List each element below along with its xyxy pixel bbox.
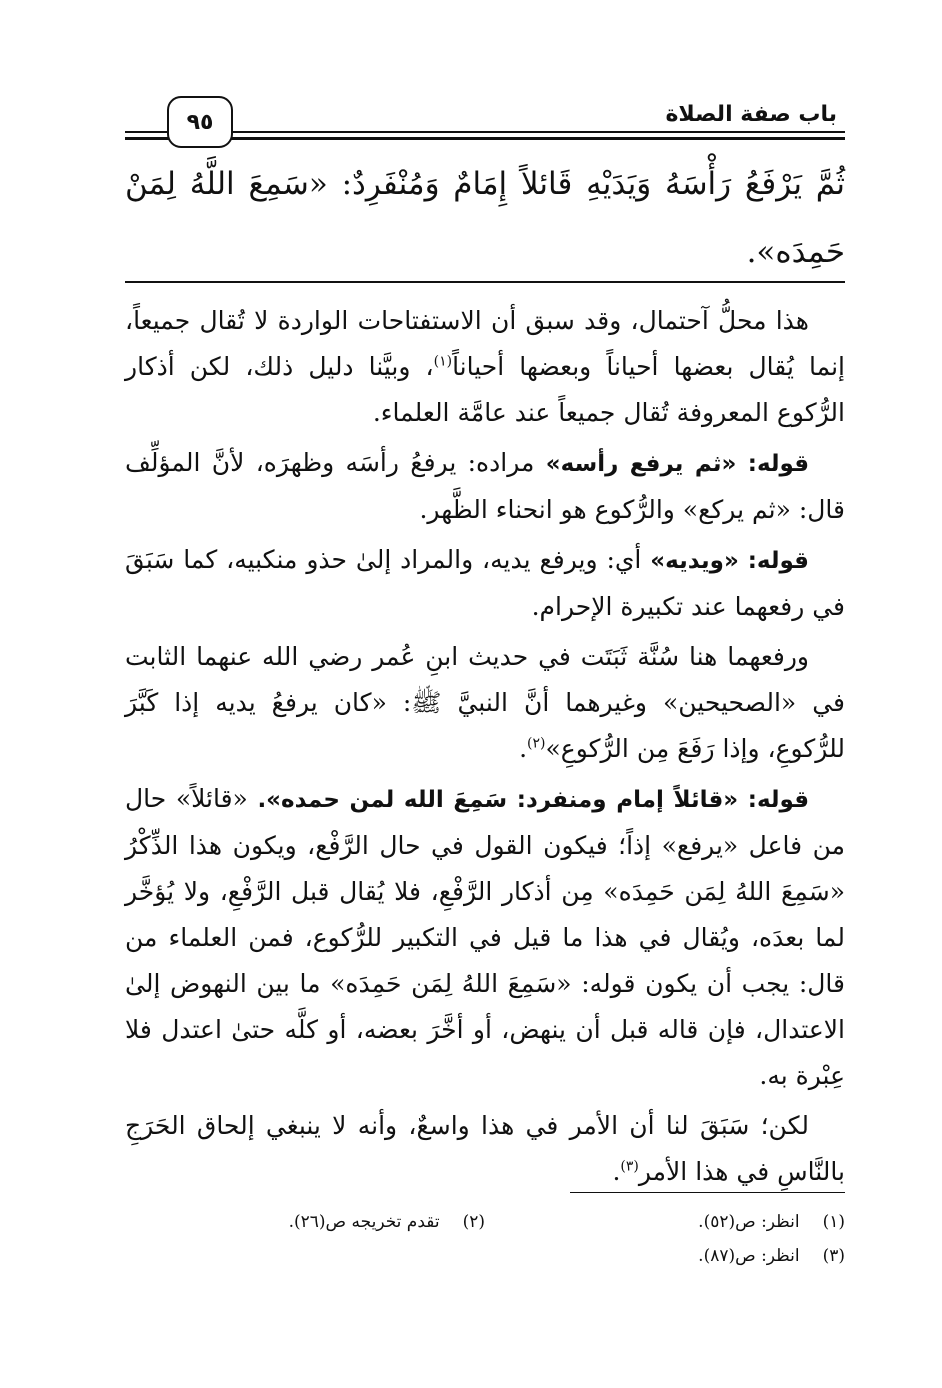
paragraph-text: . [519,734,528,763]
paragraph [125,440,845,533]
lead-label: قوله: [747,787,810,813]
paragraph-text: . [612,1157,621,1186]
paragraph-text: مراده: يرفعُ رأسَه وظهرَه، لأنَّ المؤلِّف قال: «ثم يركع» والرُّكوع هو انحناء الظَّهر. [125,448,845,524]
paragraph-text: ورفعهما هنا سُنَّة ثَبَتَت في حديث ابنِ عُمر رضي الله عنهما الثابت في «الصحيحين» وغيرهما أنَّ النبيَّ ﷺ: «كان يرفعُ يديه إذا كَبَّرَ للرُّكوعِ، وإذا رَفَعَ مِن الرُّكوعِ» [125,642,845,763]
footnote-number: (٢) [462,1212,485,1232]
footnote-text: انظر: ص(٥٢). [698,1212,800,1232]
footnote-text: انظر: ص(٨٧). [698,1246,800,1266]
footnote-row [125,1239,845,1273]
header-rule-thin [125,131,845,133]
commentary-body [125,298,845,1199]
footnote-ref[interactable]: (٣) [620,1158,639,1175]
footnote-ref[interactable]: (٢) [527,735,546,752]
paragraph-text: «قائلاً» حال من فاعل «يرفع» إذاً؛ فيكون القول في حال الرَّفْع، ويكون هذا الذِّكْرُ «سَمِعَ اللهُ لِمَن حَمِدَه» مِن أذكار الرَّفْعِ، فلا يُقال قبل الرَّفْعِ، ولا يُؤخَّر لما بعدَه، ويُقال في هذا ما قيل في التكبير للرُّكوع، فمن العلماء من قال: يجب أن يكون قوله: «سَمِعَ اللهُ لِمَن حَمِدَه» ما بين النهوض إلىٰ الاعتدال، فإن قاله قبل أن ينهض، أو أخَّرَ بعضه، أو كلَّه حتىٰ اعتدل فلا عِبْرة به. [125,784,845,1090]
quoted-phrase: «ويديه» [650,548,739,574]
paragraph-text: ، وبيَّنا دليل ذلك، لكن أذكار الرُّكوع المعروفة تُقال جميعاً عند عامَّة العلماء. [125,352,845,427]
lead-label: قوله: [747,451,810,477]
quoted-phrase: «ثم يرفع رأسه» [545,451,737,477]
paragraph [125,634,845,772]
page-number: ٩٥ [167,96,233,148]
footnote-row [125,1205,845,1239]
paragraph [125,298,845,436]
matn-divider [125,281,845,283]
footnote [485,1205,845,1239]
paragraph [125,537,845,630]
footnote-number: (١) [822,1212,845,1232]
footnote [465,1239,845,1273]
footnote [125,1205,485,1239]
paragraph-text: هذا محلُّ آحتمال، وقد سبق أن الاستفتاحات الواردة لا تُقال جميعاً، إنما يُقال بعضها أحياناً وبعضها أحياناً [125,306,845,381]
footnote-divider [570,1192,845,1193]
matn-text: ثُمَّ يَرْفَعُ رَأْسَهُ وَيَدَيْهِ قَائلاً إِمَامٌ وَمُنْفَرِدٌ: «سَمِعَ اللَّهُ لِمَنْ حَمِدَه». [125,166,845,270]
footnote-number: (٣) [822,1246,845,1266]
lead-label: قوله: [747,548,809,574]
paragraph-text: أي: ويرفع يديه، والمراد إلىٰ حذو منكبيه، كما سَبَقَ في رفعهما عند تكبيرة الإحرام. [125,545,845,621]
footnote-ref[interactable]: (١) [433,353,453,370]
paragraph [125,776,845,1099]
header-rule-thick [125,137,845,140]
paragraph [125,1103,845,1195]
paragraph-text: لكن؛ سَبَقَ لنا أن الأمر في هذا واسعٌ، وأنه لا ينبغي إلحاق الحَرَجِ بالنَّاسِ في هذا الأمر [125,1111,845,1186]
running-header-title: باب صفة الصلاة [665,102,837,127]
footnote-text: تقدم تخريجه ص(٢٦). [288,1212,440,1232]
footnotes [125,1205,845,1273]
quoted-phrase: «قائلاً إمام ومنفرد: سَمِعَ الله لمن حمده». [257,787,739,813]
